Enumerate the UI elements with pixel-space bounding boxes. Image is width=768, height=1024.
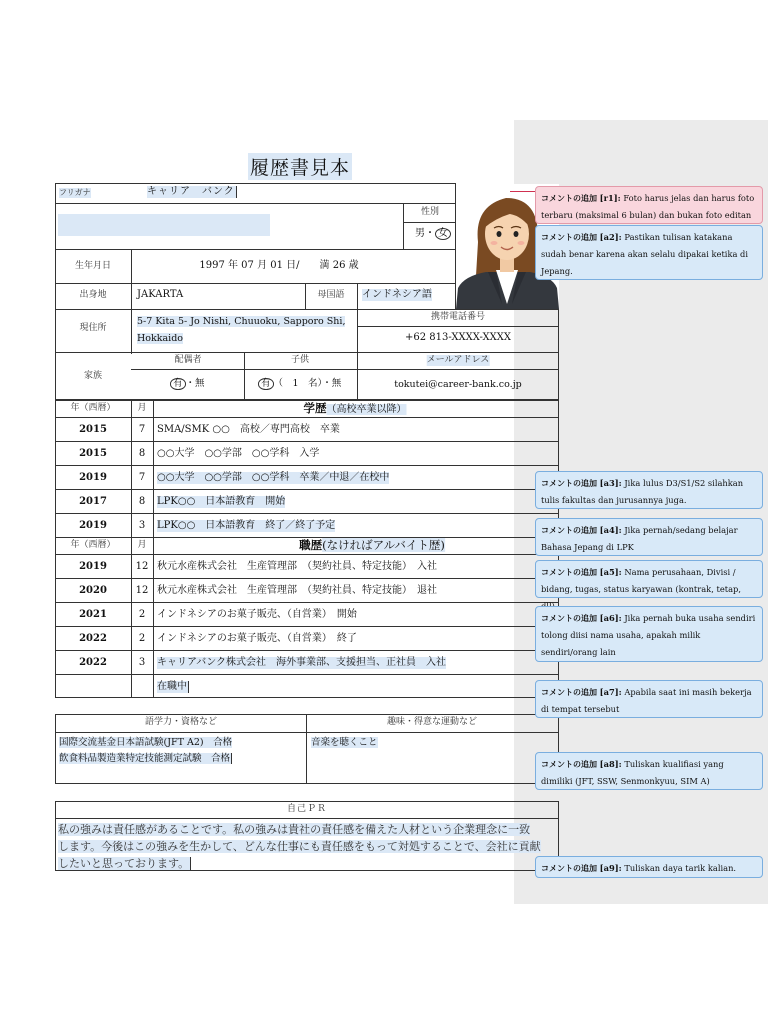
comment-r1[interactable]: コメントの追加 [r1]: Foto harus jelas dan harus foto terbaru (maksimal 6 bulan) dan bukan foto editan: [535, 186, 763, 224]
work-row-2-text[interactable]: 秋元水産株式会社 生産管理部 （契約社員、特定技能） 退社: [157, 585, 437, 596]
language-skill-1[interactable]: 国際交流基金日本語試験(JFT A2) 合格: [59, 737, 233, 748]
education-month-header: 月: [137, 403, 147, 413]
comment-a5[interactable]: コメントの追加 [a5]: Nama perusahaan, Divisi / bidang, tugas, status karyawan (kontrak, tetap,: [535, 560, 763, 598]
work-year-header: 年（西暦）: [70, 540, 116, 550]
email-value[interactable]: tokutei@career-bank.co.jp: [394, 379, 522, 390]
work-row-4-year[interactable]: 2022: [79, 633, 107, 644]
work-heading: 職歴(なければアルバイト歴): [299, 538, 445, 552]
work-row-4-month[interactable]: 2: [138, 633, 146, 644]
hobby-value[interactable]: 音楽を聴くこと: [311, 737, 378, 748]
work-row-3-year[interactable]: 2021: [79, 609, 107, 620]
birthplace-value[interactable]: JAKARTA: [137, 289, 184, 300]
spouse-value[interactable]: 有 ・無: [170, 378, 205, 390]
native-language-value[interactable]: インドネシア語: [362, 289, 432, 300]
education-row-4-month[interactable]: 8: [138, 496, 146, 507]
education-row-1-year[interactable]: 2015: [79, 424, 107, 435]
education-row-1-text[interactable]: SMA/SMK ○○ 高校／専門高校 卒業: [157, 424, 340, 435]
comment-a3[interactable]: コメントの追加 [a3]: Jika lulus D3/S1/S2 silahkan tulis fakultas dan jurusannya juga.: [535, 471, 763, 509]
work-row-1-month[interactable]: 12: [135, 561, 149, 572]
education-row-5-month[interactable]: 3: [138, 520, 146, 531]
education-row-1-month[interactable]: 7: [138, 424, 146, 435]
comment-a2[interactable]: コメントの追加 [a2]: Pastikan tulisan katakana sudah benar karena akan selalu dipakai ketika di Jepang.: [535, 225, 763, 280]
education-row-2-month[interactable]: 8: [138, 448, 146, 459]
birth-label: 生年月日: [74, 261, 112, 271]
comment-a9[interactable]: コメントの追加 [a9]: Tuliskan daya tarik kalian.: [535, 856, 763, 878]
children-label: 子供: [290, 355, 310, 365]
work-month-header: 月: [137, 540, 147, 550]
education-row-4-year[interactable]: 2017: [79, 496, 107, 507]
comment-a4[interactable]: コメントの追加 [a4]: Jika pernah/sedang belajar Bahasa Jepang di LPK: [535, 518, 763, 556]
furigana-label: フリガナ: [59, 188, 91, 197]
hobby-label: 趣味・得意な運動など: [386, 717, 478, 727]
address-label: 現住所: [79, 323, 107, 333]
education-row-3-year[interactable]: 2019: [79, 472, 107, 483]
language-skills-label: 語学力・資格など: [144, 717, 218, 727]
language-skill-2[interactable]: 飲食料品製造業特定技能測定試験 合格: [59, 753, 231, 764]
address-line-2[interactable]: Hokkaido: [137, 333, 184, 344]
birthplace-label: 出身地: [79, 290, 107, 300]
spouse-yes-selected: 有: [170, 378, 186, 390]
work-row-1-year[interactable]: 2019: [79, 561, 107, 572]
family-label: 家族: [83, 371, 103, 381]
work-row-5-year[interactable]: 2022: [79, 657, 107, 668]
work-row-3-month[interactable]: 2: [138, 609, 146, 620]
self-pr-label: 自己ＰＲ: [286, 804, 328, 814]
children-value[interactable]: 有 （ 1 名）・無: [258, 378, 341, 390]
comment-r1-connector: [510, 191, 536, 192]
document-title: 履歴書見本: [248, 153, 352, 180]
comment-a8[interactable]: コメントの追加 [a8]: Tuliskan kualifiasi yang dimiliki (JFT, SSW, Senmonkyuu, SIM A): [535, 752, 763, 790]
furigana-value[interactable]: キャリア バンク: [147, 186, 235, 197]
work-row-1-text[interactable]: 秋元水産株式会社 生産管理部 （契約社員、特定技能） 入社: [157, 561, 437, 572]
education-row-2-text[interactable]: ○○大学 ○○学部 ○○学科 入学: [157, 448, 320, 459]
work-row-2-month[interactable]: 12: [135, 585, 149, 596]
education-row-2-year[interactable]: 2015: [79, 448, 107, 459]
education-row-4-text[interactable]: LPK○○ 日本語教育 開始: [157, 496, 286, 507]
education-row-3-month[interactable]: 7: [138, 472, 146, 483]
native-language-label: 母国語: [317, 290, 345, 300]
work-row-5-text[interactable]: キャリアバンク株式会社 海外事業部、支援担当、正社員 入社: [157, 657, 446, 668]
education-heading: 学歴（高校卒業以降）: [303, 401, 407, 415]
education-year-header: 年（西暦）: [70, 403, 116, 413]
spouse-label: 配偶者: [174, 355, 202, 365]
education-row-5-year[interactable]: 2019: [79, 520, 107, 531]
gender-value[interactable]: 男・ 女: [415, 228, 451, 240]
address-line-1[interactable]: 5-7 Kita 5- Jo Nishi, Chuuoku, Sapporo Shi,: [137, 316, 346, 327]
birth-value[interactable]: 1997 年 07 月 01 日/ 満 26 歳: [199, 260, 359, 271]
education-row-5-text[interactable]: LPK○○ 日本語教育 終了／終了予定: [157, 520, 336, 531]
work-row-2-year[interactable]: 2020: [79, 585, 107, 596]
comment-a6[interactable]: コメントの追加 [a6]: Jika pernah buka usaha sendiri tolong diisi nama usaha, apakah milik sendiri/orang lain: [535, 606, 763, 662]
work-row-3-text[interactable]: インドネシアのお菓子販売、（自営業） 開始: [157, 609, 357, 620]
education-row-3-text[interactable]: ○○大学 ○○学部 ○○学科 卒業／中退／在校中: [157, 472, 390, 483]
gender-female-selected: 女: [435, 228, 451, 240]
children-yes-selected: 有: [258, 378, 274, 390]
work-row-5-month[interactable]: 3: [138, 657, 146, 668]
phone-value[interactable]: +62 813-XXXX-XXXX: [404, 332, 512, 343]
name-field[interactable]: [58, 214, 270, 236]
self-pr-text[interactable]: 私の強みは責任感があることです。私の強みは貴社の責任感を備えた人材という企業理念に一致 します。今後はこの強みを生かして、どんな仕事にも責任感をもって対処することで、会社に貢献 したいと思っております。: [58, 823, 541, 870]
work-row-6-text[interactable]: 在職中: [157, 681, 187, 692]
phone-label: 携帯電話番号: [430, 312, 486, 322]
comment-a7[interactable]: コメントの追加 [a7]: Apabila saat ini masih bekerja di tempat tersebut: [535, 680, 763, 718]
work-row-4-text[interactable]: インドネシアのお菓子販売、（自営業） 終了: [157, 633, 357, 644]
skills-table: [55, 714, 559, 784]
gender-label: 性別: [420, 207, 440, 217]
email-label: メールアドレス: [426, 355, 490, 365]
